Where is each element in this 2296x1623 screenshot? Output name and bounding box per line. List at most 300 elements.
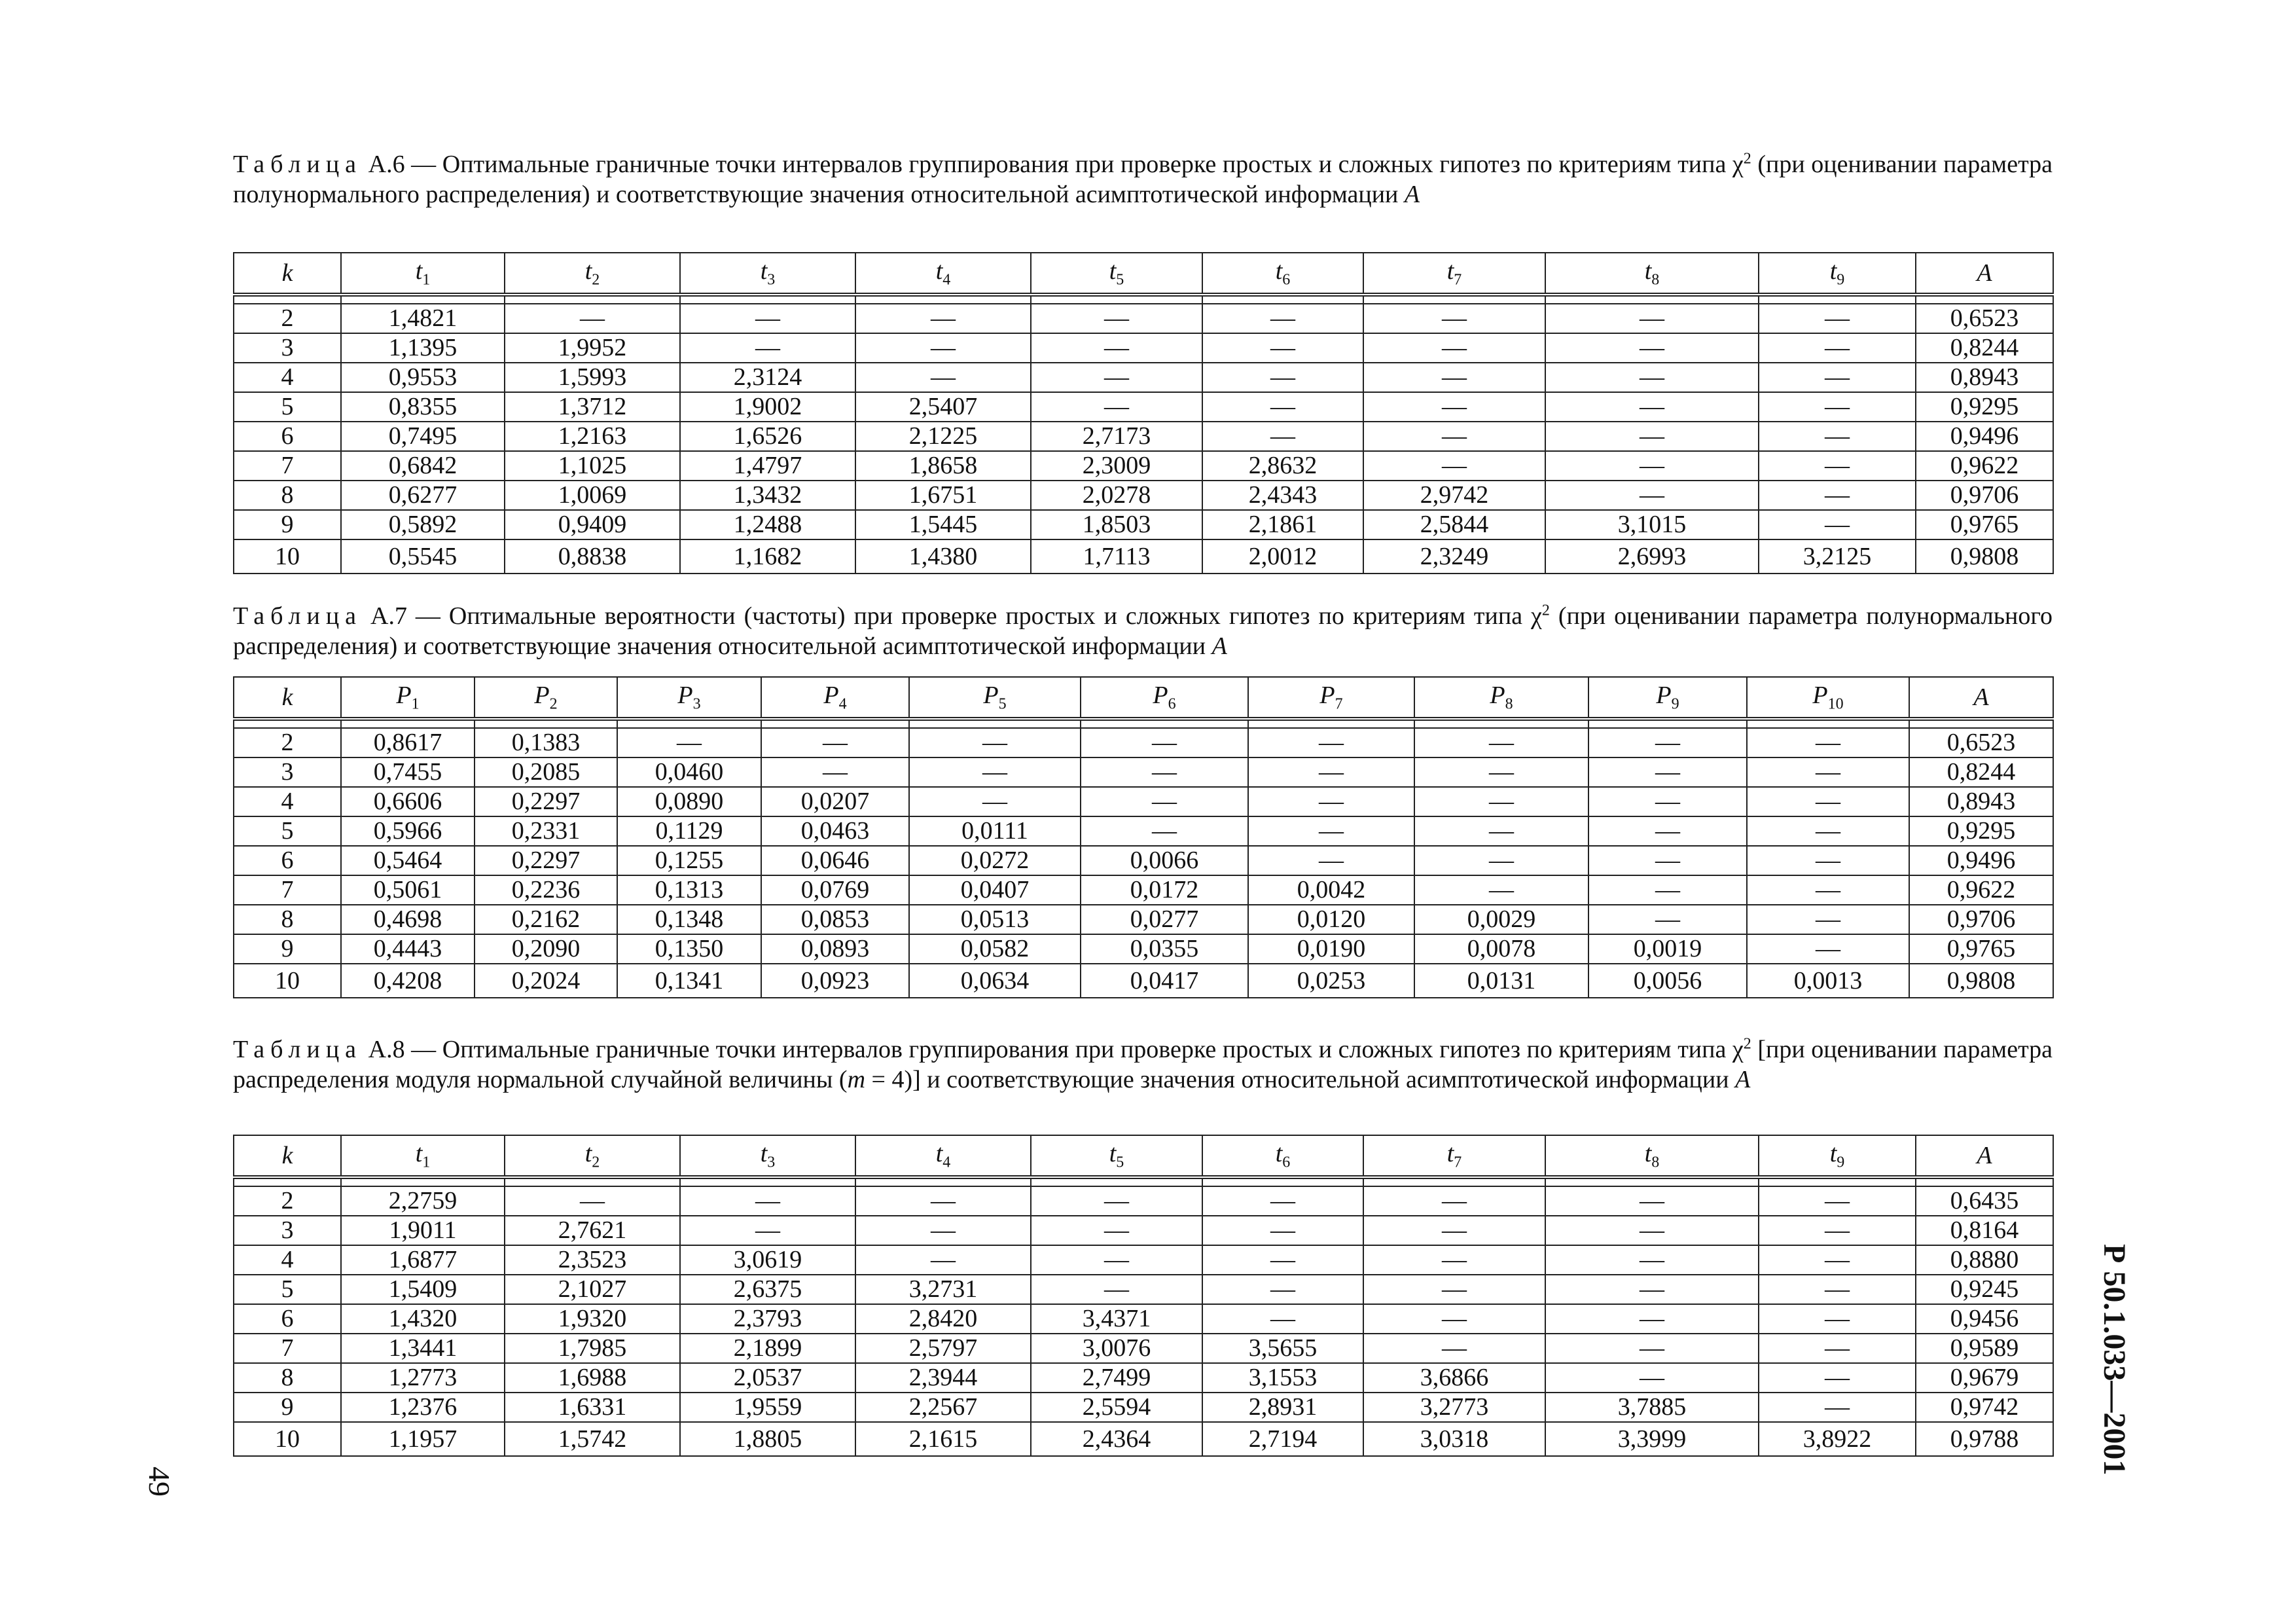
table-cell: 0,0056 bbox=[1588, 964, 1747, 998]
table-cell: — bbox=[761, 757, 909, 787]
table-cell: 1,9002 bbox=[680, 392, 855, 422]
table-cell: 1,6331 bbox=[505, 1393, 680, 1422]
table-cell: 1,9320 bbox=[505, 1304, 680, 1334]
column-header bbox=[341, 1135, 505, 1177]
table-cell: — bbox=[1363, 422, 1545, 451]
table-cell: 2,8632 bbox=[1202, 451, 1363, 481]
column-header-subscript: 4 bbox=[942, 1154, 951, 1171]
column-header bbox=[1031, 1135, 1202, 1177]
table-cell: 0,9295 bbox=[1916, 392, 2053, 422]
column-header-subscript: 6 bbox=[1282, 1154, 1291, 1171]
table-cell: — bbox=[1545, 1245, 1759, 1275]
column-header bbox=[1363, 253, 1545, 295]
table-cell: — bbox=[1588, 728, 1747, 757]
column-header bbox=[1202, 1135, 1363, 1177]
column-header-symbol: t bbox=[1829, 1140, 1837, 1168]
header-row bbox=[234, 253, 2053, 295]
column-header-symbol: P bbox=[1812, 682, 1828, 710]
table-cell: — bbox=[1031, 1275, 1202, 1304]
table-cell: 2,4364 bbox=[1031, 1422, 1202, 1456]
row-k-cell: 5 bbox=[234, 816, 341, 846]
table-cell: — bbox=[1759, 1334, 1916, 1363]
column-header bbox=[1916, 1135, 2053, 1177]
table-cell: 3,3999 bbox=[1545, 1422, 1759, 1456]
column-header-subscript: 1 bbox=[411, 695, 420, 713]
table-cell: 0,0417 bbox=[1081, 964, 1248, 998]
table-cell: 1,4380 bbox=[855, 539, 1031, 574]
column-header-subscript: 2 bbox=[549, 695, 558, 713]
column-header-symbol: t bbox=[1829, 257, 1837, 285]
row-k-cell: 2 bbox=[234, 1186, 341, 1216]
table-row bbox=[234, 1275, 2053, 1304]
row-k-cell: 10 bbox=[234, 964, 341, 998]
table-cell: — bbox=[1759, 1304, 1916, 1334]
column-header bbox=[1759, 253, 1916, 295]
table-cell: — bbox=[1248, 816, 1414, 846]
table-cell: — bbox=[680, 304, 855, 333]
row-k-cell: 9 bbox=[234, 1393, 341, 1422]
table-a6-caption bbox=[233, 149, 2053, 210]
table-row bbox=[234, 757, 2053, 787]
table-cell: — bbox=[1759, 451, 1916, 481]
table-cell: 1,5993 bbox=[505, 363, 680, 392]
column-header-symbol: t bbox=[760, 257, 768, 285]
column-header-symbol: k bbox=[281, 1142, 293, 1169]
table-cell: 2,6375 bbox=[680, 1275, 855, 1304]
table-cell: 0,9788 bbox=[1916, 1422, 2053, 1456]
column-header-symbol: t bbox=[1109, 1140, 1117, 1168]
table-cell: 2,2567 bbox=[855, 1393, 1031, 1422]
table-cell: 0,9589 bbox=[1916, 1334, 2053, 1363]
table-cell: 0,5464 bbox=[341, 846, 475, 875]
table-cell: — bbox=[1545, 1216, 1759, 1245]
table-cell: — bbox=[1202, 1186, 1363, 1216]
row-k-cell: 7 bbox=[234, 1334, 341, 1363]
column-header-symbol: A bbox=[1977, 259, 1992, 287]
table-cell: — bbox=[1759, 1186, 1916, 1216]
table-cell: 2,3793 bbox=[680, 1304, 855, 1334]
table-cell: 0,0853 bbox=[761, 905, 909, 934]
column-header bbox=[1363, 1135, 1545, 1177]
table-cell: 0,8943 bbox=[1916, 363, 2053, 392]
table-cell: 0,9496 bbox=[1916, 422, 2053, 451]
table-cell: 0,0120 bbox=[1248, 905, 1414, 934]
table-cell: 1,0069 bbox=[505, 481, 680, 510]
table-cell: — bbox=[1759, 1363, 1916, 1393]
table-a8 bbox=[233, 1135, 2054, 1457]
column-header-subscript: 1 bbox=[422, 271, 431, 289]
table-cell: — bbox=[1363, 1245, 1545, 1275]
table-cell: — bbox=[1545, 333, 1759, 363]
table-label: Таблица bbox=[233, 602, 363, 630]
table-cell: — bbox=[1363, 1275, 1545, 1304]
table-cell: — bbox=[1248, 757, 1414, 787]
caption-text-end: = 4)] и соответствующие значения относительной асимптотической информации bbox=[865, 1066, 1736, 1093]
column-header bbox=[855, 1135, 1031, 1177]
table-cell: 0,5545 bbox=[341, 539, 505, 574]
table-cell: 2,3944 bbox=[855, 1363, 1031, 1393]
column-header bbox=[1747, 677, 1909, 719]
table-cell: 1,9952 bbox=[505, 333, 680, 363]
table-cell: 0,0190 bbox=[1248, 934, 1414, 964]
table-label: Таблица bbox=[233, 1036, 363, 1063]
table-cell: — bbox=[1031, 363, 1202, 392]
caption-variable: A bbox=[1404, 181, 1420, 208]
column-header bbox=[505, 1135, 680, 1177]
table-cell: 3,5655 bbox=[1202, 1334, 1363, 1363]
table-cell: 0,0066 bbox=[1081, 846, 1248, 875]
column-header-subscript: 5 bbox=[1116, 1154, 1124, 1171]
table-cell: 0,2162 bbox=[475, 905, 617, 934]
table-row bbox=[234, 1334, 2053, 1363]
row-k-cell: 5 bbox=[234, 392, 341, 422]
column-header-symbol: t bbox=[935, 257, 943, 285]
row-k-cell: 2 bbox=[234, 304, 341, 333]
table-cell: 2,5797 bbox=[855, 1334, 1031, 1363]
table-cell: — bbox=[1747, 728, 1909, 757]
table-cell: 0,9295 bbox=[1909, 816, 2053, 846]
table-cell: 0,9496 bbox=[1909, 846, 2053, 875]
table-cell: 0,1341 bbox=[617, 964, 761, 998]
table-cell: — bbox=[1414, 757, 1588, 787]
column-header-symbol: P bbox=[1319, 682, 1335, 710]
column-header bbox=[1545, 253, 1759, 295]
table-cell: — bbox=[855, 333, 1031, 363]
row-k-cell: 6 bbox=[234, 846, 341, 875]
table-cell: — bbox=[1747, 787, 1909, 816]
table-cell: — bbox=[1759, 1275, 1916, 1304]
table-cell: 2,7194 bbox=[1202, 1422, 1363, 1456]
table-cell: — bbox=[1747, 816, 1909, 846]
table-row bbox=[234, 539, 2053, 574]
table-cell: — bbox=[505, 304, 680, 333]
table-row bbox=[234, 1363, 2053, 1393]
caption-text-continued: (при оценивании параметра полунормального распределения) и соответствующие значения относительной асимптотической информации bbox=[233, 602, 2053, 660]
table-cell: 0,8617 bbox=[341, 728, 475, 757]
table-cell: 0,0460 bbox=[617, 757, 761, 787]
caption-superscript: 2 bbox=[1743, 150, 1751, 168]
row-k-cell: 6 bbox=[234, 422, 341, 451]
table-cell: — bbox=[909, 757, 1081, 787]
table-cell: — bbox=[505, 1186, 680, 1216]
table-cell: 2,2759 bbox=[341, 1186, 505, 1216]
table-cell: — bbox=[1414, 728, 1588, 757]
table-cell: 2,9742 bbox=[1363, 481, 1545, 510]
table-cell: — bbox=[909, 728, 1081, 757]
table-cell: 3,2125 bbox=[1759, 539, 1916, 574]
table-cell: 1,1682 bbox=[680, 539, 855, 574]
table-cell: 3,0076 bbox=[1031, 1334, 1202, 1363]
table-cell: — bbox=[1363, 304, 1545, 333]
table-cell: 0,9706 bbox=[1916, 481, 2053, 510]
caption-text-continued: [при оценивании параметра распределения модуля нормальной случайной величины ( bbox=[233, 1036, 2053, 1093]
table-cell: — bbox=[909, 787, 1081, 816]
table-cell: — bbox=[1759, 1245, 1916, 1275]
table-row bbox=[234, 451, 2053, 481]
table-cell: — bbox=[1363, 451, 1545, 481]
page-number: 49 bbox=[143, 1467, 176, 1497]
table-cell: — bbox=[1363, 1304, 1545, 1334]
table-cell: — bbox=[617, 728, 761, 757]
table-row bbox=[234, 363, 2053, 392]
table-cell: 3,7885 bbox=[1545, 1393, 1759, 1422]
table-row bbox=[234, 333, 2053, 363]
table-cell: 0,9742 bbox=[1916, 1393, 2053, 1422]
column-header bbox=[1414, 677, 1588, 719]
table-cell: 0,1313 bbox=[617, 875, 761, 905]
table-cell: 0,0277 bbox=[1081, 905, 1248, 934]
table-cell: 2,7173 bbox=[1031, 422, 1202, 451]
row-k-cell: 4 bbox=[234, 1245, 341, 1275]
table-cell: — bbox=[855, 363, 1031, 392]
table-cell: 1,4821 bbox=[341, 304, 505, 333]
table-cell: 1,6751 bbox=[855, 481, 1031, 510]
column-header-subscript: 8 bbox=[1651, 271, 1660, 289]
table-cell: — bbox=[1248, 846, 1414, 875]
table-cell: 0,8244 bbox=[1909, 757, 2053, 787]
table-cell: — bbox=[1759, 422, 1916, 451]
table-cell: — bbox=[1414, 787, 1588, 816]
table-cell: 2,3249 bbox=[1363, 539, 1545, 574]
table-cell: 0,0646 bbox=[761, 846, 909, 875]
table-cell: — bbox=[761, 728, 909, 757]
table-cell: 1,2488 bbox=[680, 510, 855, 539]
table-cell: — bbox=[1747, 934, 1909, 964]
table-cell: — bbox=[1747, 905, 1909, 934]
table-cell: 1,5445 bbox=[855, 510, 1031, 539]
column-header-symbol: t bbox=[1275, 1140, 1283, 1168]
table-cell: 0,0131 bbox=[1414, 964, 1588, 998]
table-cell: — bbox=[1747, 875, 1909, 905]
table-cell: 1,8805 bbox=[680, 1422, 855, 1456]
table-cell: — bbox=[1202, 363, 1363, 392]
table-cell: — bbox=[1081, 757, 1248, 787]
table-cell: 2,1225 bbox=[855, 422, 1031, 451]
column-header bbox=[761, 677, 909, 719]
table-cell: 0,2090 bbox=[475, 934, 617, 964]
table-cell: — bbox=[1545, 481, 1759, 510]
table-cell: 1,3432 bbox=[680, 481, 855, 510]
column-header-symbol: A bbox=[1973, 684, 1989, 711]
column-header bbox=[234, 1135, 341, 1177]
table-cell: 0,4698 bbox=[341, 905, 475, 934]
table-cell: 2,1861 bbox=[1202, 510, 1363, 539]
table-cell: 0,2331 bbox=[475, 816, 617, 846]
table-cell: 1,7113 bbox=[1031, 539, 1202, 574]
table-cell: 0,2297 bbox=[475, 787, 617, 816]
column-header bbox=[341, 677, 475, 719]
table-cell: 3,2773 bbox=[1363, 1393, 1545, 1422]
column-header bbox=[909, 677, 1081, 719]
column-header bbox=[680, 1135, 855, 1177]
table-cell: — bbox=[1588, 846, 1747, 875]
table-cell: 0,0172 bbox=[1081, 875, 1248, 905]
column-header bbox=[234, 677, 341, 719]
column-header bbox=[617, 677, 761, 719]
table-cell: 0,2024 bbox=[475, 964, 617, 998]
table-cell: 0,1383 bbox=[475, 728, 617, 757]
column-header-symbol: t bbox=[760, 1140, 768, 1168]
table-cell: 1,2163 bbox=[505, 422, 680, 451]
table-row bbox=[234, 728, 2053, 757]
table-cell: — bbox=[1202, 1275, 1363, 1304]
table-cell: — bbox=[1414, 816, 1588, 846]
table-cell: 0,1348 bbox=[617, 905, 761, 934]
column-header-symbol: t bbox=[584, 1140, 592, 1168]
column-header-symbol: P bbox=[534, 682, 550, 710]
table-cell: 2,3124 bbox=[680, 363, 855, 392]
table-cell: — bbox=[1202, 1304, 1363, 1334]
column-header-symbol: t bbox=[1644, 257, 1652, 285]
table-cell: 1,6988 bbox=[505, 1363, 680, 1393]
table-cell: 0,0272 bbox=[909, 846, 1081, 875]
column-header-subscript: 3 bbox=[767, 1154, 776, 1171]
column-header bbox=[475, 677, 617, 719]
table-cell: 1,9011 bbox=[341, 1216, 505, 1245]
table-row bbox=[234, 846, 2053, 875]
column-header bbox=[1909, 677, 2053, 719]
table-cell: 0,8164 bbox=[1916, 1216, 2053, 1245]
table-row bbox=[234, 816, 2053, 846]
table-cell: — bbox=[1031, 333, 1202, 363]
table-cell: 1,3441 bbox=[341, 1334, 505, 1363]
column-header bbox=[1248, 677, 1414, 719]
table-cell: — bbox=[1081, 787, 1248, 816]
table-cell: 2,0537 bbox=[680, 1363, 855, 1393]
column-header-subscript: 4 bbox=[838, 695, 847, 713]
table-cell: 0,0923 bbox=[761, 964, 909, 998]
table-cell: 0,9679 bbox=[1916, 1363, 2053, 1393]
table-cell: 2,4343 bbox=[1202, 481, 1363, 510]
column-header-subscript: 7 bbox=[1454, 271, 1462, 289]
column-header-subscript: 9 bbox=[1671, 695, 1679, 713]
table-cell: — bbox=[855, 1186, 1031, 1216]
table-cell: 3,1553 bbox=[1202, 1363, 1363, 1393]
table-cell: 0,0042 bbox=[1248, 875, 1414, 905]
table-cell: 1,5409 bbox=[341, 1275, 505, 1304]
table-cell: — bbox=[1081, 728, 1248, 757]
column-header-symbol: t bbox=[1275, 257, 1283, 285]
column-header-subscript: 4 bbox=[942, 271, 951, 289]
table-cell: 2,7621 bbox=[505, 1216, 680, 1245]
table-cell: — bbox=[1248, 787, 1414, 816]
row-k-cell: 3 bbox=[234, 1216, 341, 1245]
table-cell: — bbox=[1588, 816, 1747, 846]
column-header-subscript: 5 bbox=[1116, 271, 1124, 289]
column-header bbox=[234, 253, 341, 295]
table-cell: 1,1025 bbox=[505, 451, 680, 481]
table-cell: — bbox=[1414, 846, 1588, 875]
table-cell: — bbox=[1545, 422, 1759, 451]
table-cell: 1,1395 bbox=[341, 333, 505, 363]
row-k-cell: 3 bbox=[234, 333, 341, 363]
column-header-subscript: 8 bbox=[1505, 695, 1513, 713]
column-header-subscript: 3 bbox=[767, 271, 776, 289]
table-cell: 0,7455 bbox=[341, 757, 475, 787]
table-cell: — bbox=[1545, 1363, 1759, 1393]
table-cell: 0,8880 bbox=[1916, 1245, 2053, 1275]
table-cell: 0,0634 bbox=[909, 964, 1081, 998]
column-header-symbol: P bbox=[1656, 682, 1672, 710]
column-header-subscript: 9 bbox=[1837, 1154, 1845, 1171]
table-cell: 0,9765 bbox=[1916, 510, 2053, 539]
column-header bbox=[1202, 253, 1363, 295]
table-cell: 0,8838 bbox=[505, 539, 680, 574]
table-a7-caption bbox=[233, 601, 2053, 661]
table-cell: — bbox=[1545, 451, 1759, 481]
table-cell: 1,9559 bbox=[680, 1393, 855, 1422]
table-a8-caption bbox=[233, 1034, 2053, 1095]
column-header-symbol: P bbox=[823, 682, 839, 710]
table-cell: 0,0407 bbox=[909, 875, 1081, 905]
table-cell: — bbox=[1759, 392, 1916, 422]
table-cell: — bbox=[1588, 875, 1747, 905]
table-cell: 0,6523 bbox=[1909, 728, 2053, 757]
column-header bbox=[680, 253, 855, 295]
column-header-symbol: t bbox=[1446, 257, 1454, 285]
table-cell: 1,2376 bbox=[341, 1393, 505, 1422]
caption-text: — Оптимальные граничные точки интервалов группирования при проверке простых и сложных гипотез по критериям типа χ bbox=[411, 1036, 1744, 1063]
table-cell: — bbox=[1759, 481, 1916, 510]
column-header-subscript: 3 bbox=[692, 695, 701, 713]
table-cell: 3,4371 bbox=[1031, 1304, 1202, 1334]
column-header-subscript: 6 bbox=[1282, 271, 1291, 289]
table-cell: — bbox=[1747, 757, 1909, 787]
table-cell: 2,3009 bbox=[1031, 451, 1202, 481]
table-row bbox=[234, 304, 2053, 333]
table-cell: — bbox=[855, 1245, 1031, 1275]
table-row bbox=[234, 1304, 2053, 1334]
table-cell: 2,5844 bbox=[1363, 510, 1545, 539]
column-header-subscript: 8 bbox=[1651, 1154, 1660, 1171]
table-cell: 0,0013 bbox=[1747, 964, 1909, 998]
table-cell: 2,1899 bbox=[680, 1334, 855, 1363]
table-cell: 1,2773 bbox=[341, 1363, 505, 1393]
table-row bbox=[234, 905, 2053, 934]
table-cell: — bbox=[1759, 363, 1916, 392]
table-cell: 0,5966 bbox=[341, 816, 475, 846]
caption-variable: A bbox=[1211, 632, 1227, 660]
table-cell: — bbox=[1759, 1393, 1916, 1422]
document-code: Р 50.1.033—2001 bbox=[2097, 1244, 2132, 1476]
table-row bbox=[234, 875, 2053, 905]
table-a6 bbox=[233, 252, 2054, 574]
table-cell: — bbox=[1202, 333, 1363, 363]
table-cell: — bbox=[1248, 728, 1414, 757]
table-label: Таблица bbox=[233, 151, 363, 178]
column-header-symbol: t bbox=[1446, 1140, 1454, 1168]
table-cell: 0,2236 bbox=[475, 875, 617, 905]
column-header bbox=[1031, 253, 1202, 295]
table-cell: 1,4797 bbox=[680, 451, 855, 481]
table-cell: 1,3712 bbox=[505, 392, 680, 422]
row-k-cell: 5 bbox=[234, 1275, 341, 1304]
table-cell: 3,0318 bbox=[1363, 1422, 1545, 1456]
column-header-subscript: 6 bbox=[1168, 695, 1176, 713]
table-row bbox=[234, 1422, 2053, 1456]
table-cell: 0,2297 bbox=[475, 846, 617, 875]
table-cell: 0,1255 bbox=[617, 846, 761, 875]
column-header-subscript: 9 bbox=[1837, 271, 1845, 289]
table-cell: 0,9409 bbox=[505, 510, 680, 539]
row-k-cell: 4 bbox=[234, 787, 341, 816]
table-cell: 0,5892 bbox=[341, 510, 505, 539]
row-k-cell: 4 bbox=[234, 363, 341, 392]
table-cell: 0,6842 bbox=[341, 451, 505, 481]
table-number: А.7 bbox=[370, 602, 407, 630]
table-cell: 0,0019 bbox=[1588, 934, 1747, 964]
table-cell: — bbox=[1759, 333, 1916, 363]
